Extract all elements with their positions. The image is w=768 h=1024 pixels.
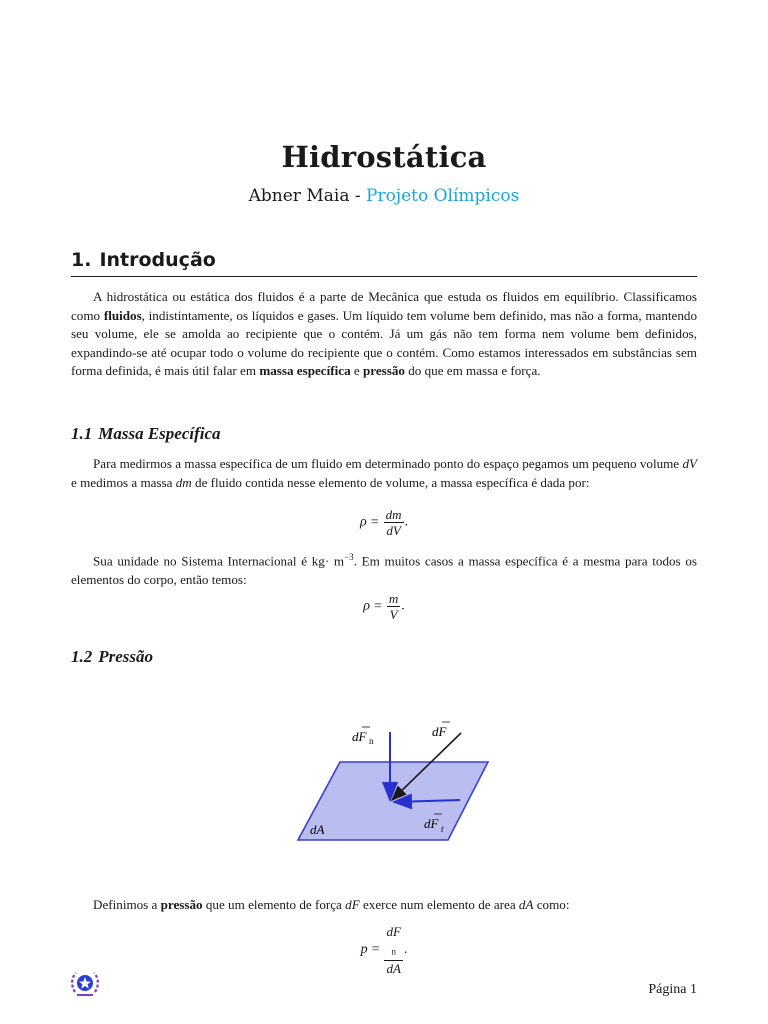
author-name: Abner Maia -	[248, 186, 367, 206]
svg-text:n: n	[369, 736, 374, 746]
equation-pressure: p = dF $_n$ dA .	[360, 924, 408, 976]
equation-density: ρ = $\frac{m}{V}$ .	[363, 591, 405, 622]
section-heading-introducao	[71, 249, 216, 271]
svg-text:dF: dF	[424, 816, 439, 831]
section-title: Introdução	[99, 249, 216, 271]
label-dFn	[352, 727, 374, 746]
subsection-heading-pressao: 1.2 Pressão	[71, 647, 154, 666]
page-number: Página 1	[648, 982, 697, 997]
equation-density-differential: ρ = $\frac{dm}{dV}$ .	[359, 507, 409, 538]
svg-text:t: t	[441, 824, 444, 834]
svg-text:dF: dF	[432, 724, 447, 739]
project-link[interactable]: Projeto Olímpicos	[366, 186, 520, 206]
unit-paragraph: Sua unidade no Sistema Internacional é $kg\cdot m^{-3}$. Em muitos casos a massa específica é a mesma para todos os elementos do corpo, então temos:	[71, 552, 697, 587]
pressure-paragraph: Definimos a pressão que um elemento de força dF exerce num elemento de area dA como:	[93, 897, 570, 912]
author-line	[0, 186, 768, 206]
olympics-logo-icon	[68, 966, 102, 1000]
svg-text:dF: dF	[352, 729, 367, 744]
page-title: Hidrostática	[281, 140, 487, 174]
subsection-heading-massa-especifica: 1.1 Massa Específica	[71, 424, 221, 443]
section-number: 1.	[71, 249, 92, 271]
label-dA: dA	[310, 822, 325, 837]
pressure-force-diagram	[290, 716, 500, 846]
massa-paragraph: Para medirmos a massa específica de um fluido em determinado ponto do espaço pegamos um pequeno volume dV e medimos a massa dm de fluido contida nesse elemento de volume, a massa específica é dada por:	[71, 456, 697, 490]
label-dF	[432, 722, 450, 739]
section-divider	[71, 276, 697, 277]
intro-paragraph: A hidrostática ou estática dos fluidos é a parte de Mecânica que estuda os fluidos em equilíbrio. Classificamos como fluidos, indistintamente, os líquidos e gases. Um líquido tem volume bem definido, mas não a forma, mantendo seu volume, ele se amolda ao recipiente que o contém. Já um gás não tem forma nem volume bem definidos, expandindo-se até ocupar todo o volume do recipiente que o contém. Como estamos interessados em substâncias sem forma definida, é mais útil falar em massa específica e pressão do que em massa e força.	[71, 289, 697, 379]
